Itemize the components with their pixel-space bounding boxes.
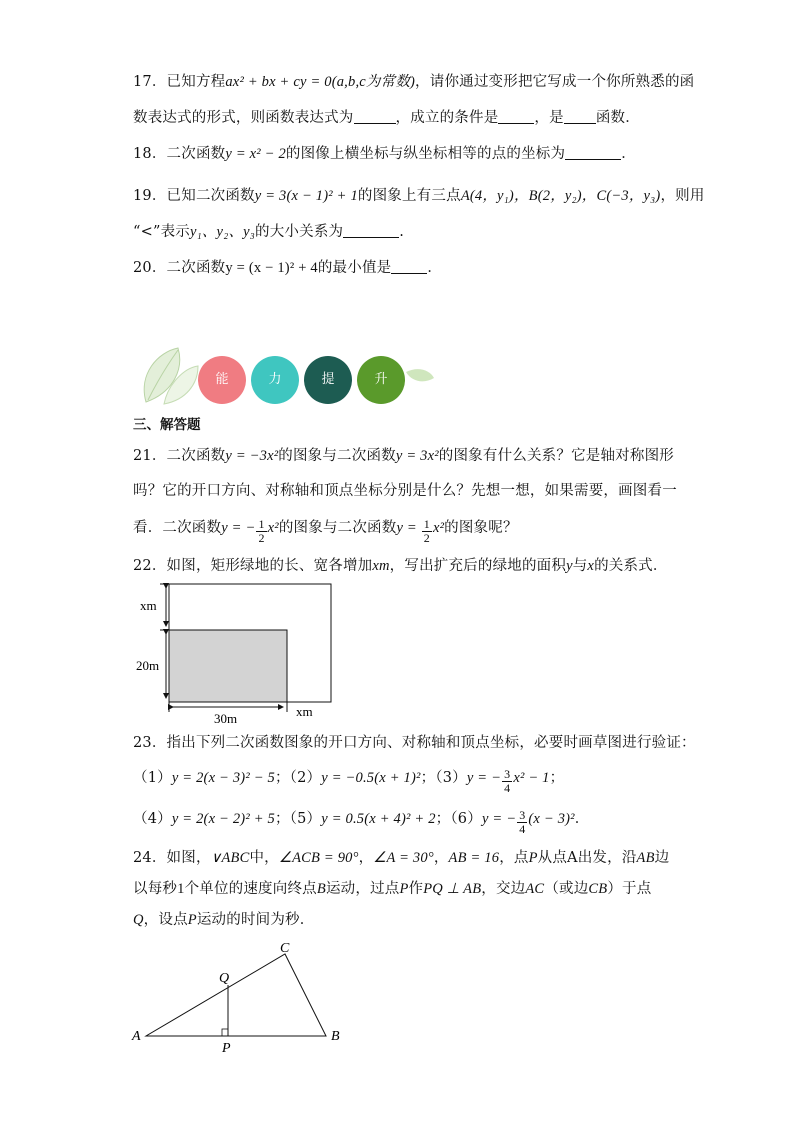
badge-sheng — [357, 356, 405, 404]
q18-line: 18．二次函数y = x² − 2的图像上横坐标与纵坐标相等的点的坐标为 ． — [133, 146, 636, 162]
q19-line2: “<”表示y₁、y₂、y₃的大小关系为 . — [133, 224, 405, 240]
q21-line1: 21．二次函数y = −3x²的图象与二次函数y = 3x²的图象有什么关系？它是轴对称图形 — [133, 448, 674, 464]
fraction-three-quarters-2: $\frac{3}{4}$ — [519, 808, 526, 836]
label-B: B — [331, 1029, 340, 1044]
label-A: A — [132, 1029, 141, 1044]
badge-ti — [304, 356, 352, 404]
badge-li-label: 力 — [268, 372, 282, 387]
fraction-three-quarters: $\frac{3}{4}$ — [504, 767, 511, 795]
badge-ti-label: 提 — [321, 372, 335, 387]
q24-line3: Q，设点P运动的时间为秒． — [133, 912, 315, 928]
badge-neng-label: 能 — [215, 372, 229, 387]
label-top-x: xm — [140, 598, 157, 613]
q22-line: 22．如图，矩形绿地的长、宽各增加xm，写出扩充后的绿地的面积y与x的关系式． — [133, 558, 668, 574]
q24-line2: 以每秒1个单位的速度向终点B运动，过点P作PQ ⊥ AB，交边AC（或边CB）于点 — [133, 881, 652, 897]
q20-line: 20．二次函数y = (x − 1)² + 4的最小值是 ． — [133, 260, 443, 276]
label-20m: 20m — [136, 658, 160, 673]
label-30m: 30m — [214, 711, 238, 726]
q21-line2: 吗？它的开口方向、对称轴和顶点坐标分别是什么？先想一想，如果需要，画图看一 — [133, 483, 677, 499]
label-C: C — [280, 941, 290, 956]
badge-li — [251, 356, 299, 404]
badge-sheng-label: 升 — [374, 372, 388, 387]
fraction-half: $\frac{1}{2}$ — [258, 517, 265, 545]
q24-line1: 24．如图，∨ABC中，∠ACB = 90°，∠A = 30°，AB = 16，点P从点A出发，沿AB边 — [133, 850, 670, 866]
q17-line1: 17．已知方程ax² + bx + cy = 0(a,b,c为常数)，请你通过变形把它写成一个你所熟悉的函 — [133, 74, 695, 90]
rectangle-figure — [136, 580, 336, 728]
q17-line2: 数表达式的形式，则函数表达式为 ，成立的条件是 ，是 函数． — [133, 110, 640, 126]
label-right-x: xm — [296, 704, 313, 719]
fraction-half-2: $\frac{1}{2}$ — [423, 517, 430, 545]
q21-line3: 看．二次函数y = − $\frac{1}{2}$ x²的图象与二次函数y = $\frac{1}{2}$ x²的图象呢？ — [133, 517, 518, 545]
q23-line1: 23．指出下列二次函数图象的开口方向、对称轴和顶点坐标，必要时画草图进行验证： — [133, 735, 696, 751]
label-Q: Q — [219, 971, 230, 986]
q19-line1: 19．已知二次函数y = 3(x − 1)² + 1的图象上有三点A(4，y₁)，B(2，y₂)，C(−3，y₃)，则用 — [133, 188, 705, 204]
q23-line2: （1）y = 2(x − 3)² − 5；（2）y = −0.5(x + 1)²；（3）y = − $\frac{3}{4}$ x² − 1； — [133, 767, 565, 795]
triangle-figure — [128, 938, 348, 1058]
section-header: 三、解答题 — [133, 417, 201, 433]
q23-line3: （4）y = 2(x − 2)² + 5；（5）y = 0.5(x + 4)² + 2；（6）y = − $\frac{3}{4}$ (x − 3)²． — [133, 808, 590, 836]
label-P: P — [222, 1041, 231, 1056]
badge-neng — [198, 356, 246, 404]
